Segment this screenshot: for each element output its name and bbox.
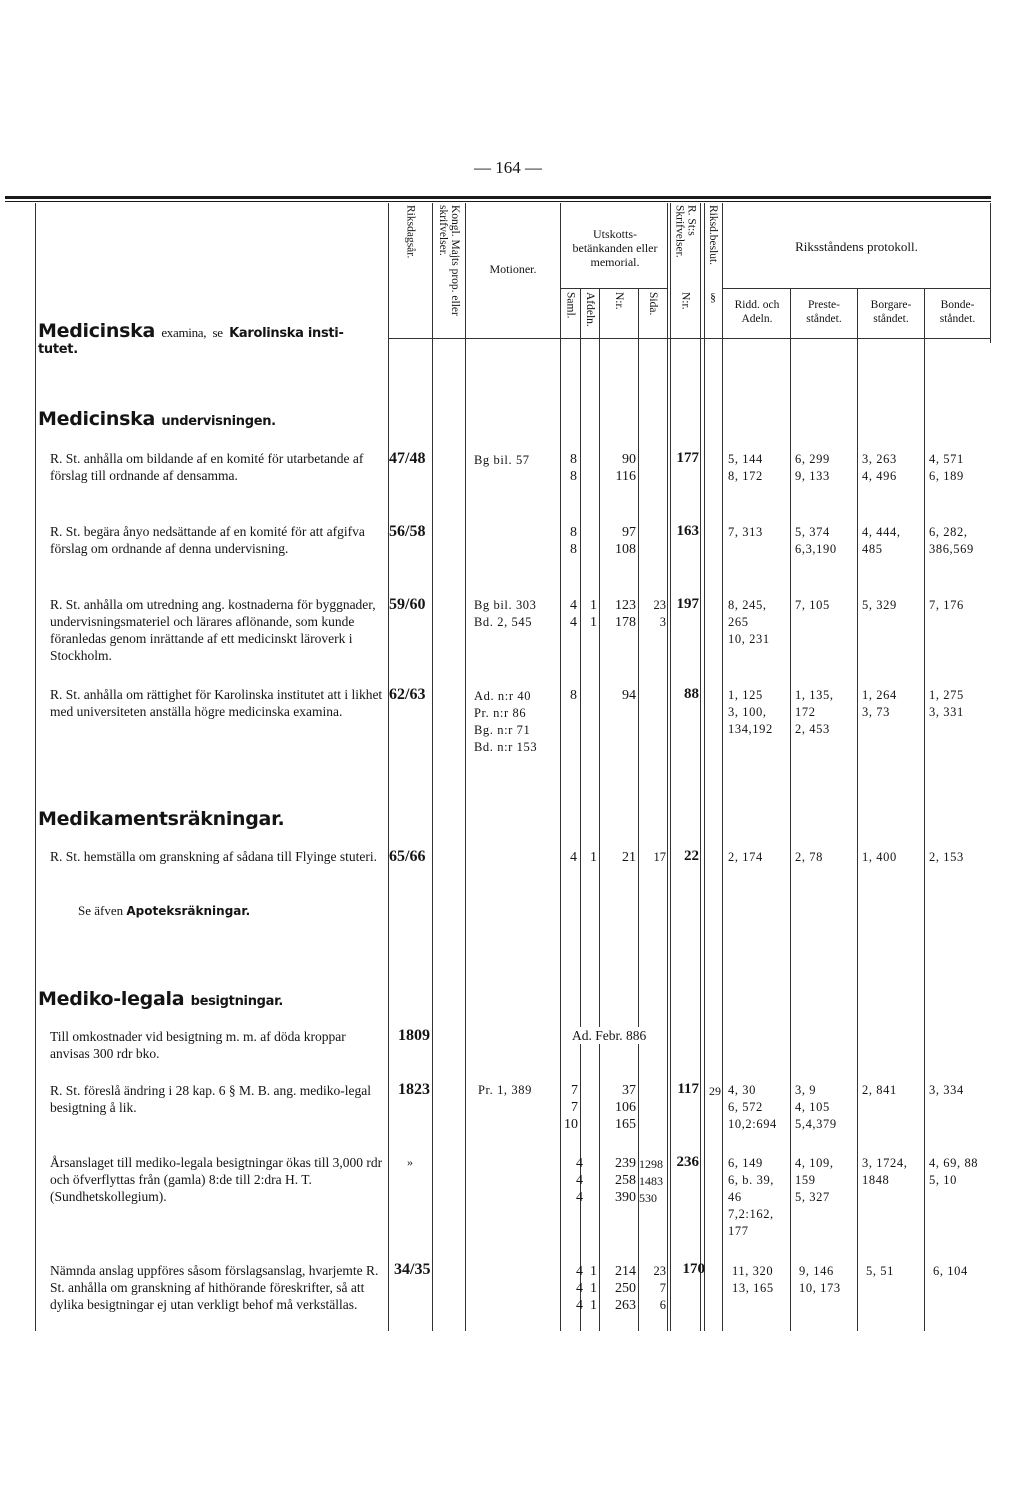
row-8-year: »: [407, 1155, 413, 1169]
row-9-borgare: 5, 51: [866, 1264, 894, 1278]
row-1-year: 47/48: [389, 450, 426, 467]
row-2-preste: 5, 374 6,3,190: [795, 525, 837, 556]
row-5-desc: R. St. hemställa om granskning af sådana till Flyinge stuteri.: [50, 849, 377, 864]
row-3-desc: R. St. anhålla om utredning ang. kostnaderna för byggnader, undervisningsmateriel och lärares aflönande, som kunde föranledas genom inrättande af ett medicinskt läroverk i Stockholm.: [50, 597, 376, 663]
row-9-afdeln: 1 1 1: [590, 1264, 597, 1313]
hdr-protokoll: Riksståndens protokoll.: [795, 239, 918, 254]
header-subline: [722, 288, 990, 289]
row-3-afdeln: 1 1: [590, 598, 597, 630]
row-5-bonde: 2, 153: [929, 850, 964, 864]
row-2-desc: R. St. begära ånyo nedsättande af en komité för att afgifva förslag om ordnande af denna undervisning.: [50, 524, 365, 556]
row-9-preste: 9, 146 10, 173: [799, 1264, 841, 1295]
row-1-desc: R. St. anhålla om bildande af en komité för utarbetande af förslag till ordnande af densamma.: [50, 451, 364, 483]
col-line: [704, 203, 705, 1331]
hdr-rst-box: [671, 205, 700, 285]
row-3-ridd: 8, 245, 265 10, 231: [728, 598, 770, 646]
row-8-bonde: 4, 69, 88 5, 10: [929, 1156, 979, 1187]
hdr-kongl: Kongl. Majts prop. eller skrifvelser.: [437, 205, 461, 316]
row-4-motion: Ad. n:r 40 Pr. n:r 86 Bg. n:r 71 Bd. n:r 153: [474, 689, 538, 754]
col-line: [924, 288, 925, 1331]
row-4-year: 62/63: [389, 686, 426, 703]
row-8-ridd: 6, 149 6, b. 39, 46 7,2:162, 177: [728, 1156, 775, 1238]
hdr-rst-skrifvelser: R. St:s Skrifvelser.: [673, 205, 698, 258]
hdr-sida: Sida.: [647, 292, 659, 316]
col-line: [388, 203, 389, 1331]
row-2-saml: 8 8: [570, 525, 577, 557]
see-also-label: Se äfven: [78, 903, 124, 918]
hdr-kongl-box: [433, 205, 465, 333]
section-examina-ref: Karolinska insti-: [229, 326, 344, 341]
row-9-nr: 214 250 263: [615, 1264, 636, 1313]
row-5-sida: 17: [653, 850, 666, 864]
row-7-ridd: 4, 30 6, 572 10,2:694: [728, 1083, 777, 1131]
row-7-bonde: 3, 334: [929, 1083, 964, 1097]
row-7-paragraph: 29: [709, 1084, 721, 1098]
col-line: [790, 288, 791, 1331]
hdr-paragraph-box: [704, 292, 722, 334]
row-5-rst: 22: [684, 848, 699, 864]
header-bottom-line: [388, 338, 990, 339]
row-3-saml: 4 4: [570, 598, 577, 630]
section-mediko: [38, 988, 283, 1010]
row-3-year: 59/60: [389, 596, 426, 613]
row-7-nr: 37 106 165: [615, 1083, 636, 1132]
page-number: — 164 —: [474, 158, 542, 177]
row-9-ridd: 11, 320 13, 165: [732, 1264, 774, 1295]
hdr-riksd-beslut-box: [704, 205, 722, 285]
hdr-nr-box: [600, 292, 638, 334]
row-8-sida: 1298 1483 530: [639, 1157, 663, 1205]
row-9-desc: Nämnda anslag uppföres såsom förslagsanslag, hvarjemte R. St. anhålla om granskning af hithörande föreskrifter, så att dylika besigtningar ej utan verkligt behof må verkställas.: [50, 1263, 379, 1312]
row-3-rst: 197: [676, 596, 699, 612]
row-8-nr: 239 258 390: [615, 1156, 636, 1205]
row-1-bonde: 4, 571 6, 189: [929, 452, 964, 483]
top-rule-thin: [5, 201, 991, 202]
hdr-rst-nr: N:r.: [679, 292, 692, 310]
row-1-motion: Bg bil. 57: [474, 453, 530, 467]
col-line: [560, 203, 561, 1331]
section-examina-rest: examina,: [161, 325, 207, 340]
row-9-rst: 170: [682, 1261, 705, 1277]
left-border: [35, 203, 36, 1331]
hdr-sida-box: [639, 292, 667, 334]
row-7-preste: 3, 9 4, 105 5,4,379: [795, 1083, 837, 1131]
hdr-borgare: Borgare-ståndet.: [870, 299, 912, 325]
row-7-desc: R. St. föreslå ändring i 28 kap. 6 § M. B. ang. mediko-legal besigtning å lik.: [50, 1083, 371, 1115]
row-8-saml: 4 4 4: [576, 1156, 583, 1205]
row-3-nr: 123 178: [615, 598, 636, 630]
hdr-afdeln: Afdeln.: [584, 292, 596, 327]
row-4-rst: 88: [684, 686, 699, 702]
row-2-borgare: 4, 444, 485: [862, 525, 901, 556]
row-2-bonde: 6, 282, 386,569: [929, 525, 974, 556]
row-3-motion: Bg bil. 303 Bd. 2, 545: [474, 598, 537, 629]
row-2-year: 56/58: [389, 523, 426, 540]
row-5-ridd: 2, 174: [728, 850, 763, 864]
row-5-year: 65/66: [389, 848, 426, 865]
row-2-ridd: 7, 313: [728, 525, 763, 539]
row-8-borgare: 3, 1724, 1848: [862, 1156, 908, 1187]
section-examina: [38, 320, 344, 342]
right-border: [990, 203, 991, 343]
row-5-preste: 2, 78: [795, 850, 823, 864]
row-4-bonde: 1, 275 3, 331: [929, 688, 964, 719]
row-7-rst: 117: [677, 1081, 699, 1097]
row-4-preste: 1, 135, 172 2, 453: [795, 688, 834, 736]
section-examina-title: Medicinska: [38, 320, 155, 342]
row-1-rst: 177: [676, 450, 699, 466]
row-2-rst: 163: [676, 523, 699, 539]
col-line: [667, 203, 668, 1331]
row-9-year: 34/35: [394, 1261, 431, 1278]
hdr-saml: Saml.: [564, 292, 577, 319]
hdr-ridd: Ridd. och Adeln.: [734, 299, 780, 325]
see-also-link[interactable]: Apoteksräkningar.: [126, 904, 251, 918]
section-examina-see: se: [212, 325, 223, 340]
row-4-saml: 8: [570, 688, 577, 703]
row-6-year: 1809: [398, 1027, 430, 1044]
row-2-nr: 97 108: [615, 525, 636, 557]
row-4-desc: R. St. anhålla om rättighet för Karolinska institutet att i likhet med universiteten anställa högre medicinska examina.: [50, 687, 383, 719]
hdr-utskotts: Utskotts-betänkanden eller memorial.: [572, 227, 658, 269]
row-5-saml: 4: [570, 850, 577, 865]
hdr-paragraph: §: [707, 292, 719, 304]
hdr-riksdagsar-box: [389, 205, 432, 333]
hdr-riksd-beslut: Riksd.beslut.: [707, 205, 719, 266]
row-1-ridd: 5, 144 8, 172: [728, 452, 763, 483]
row-5-afdeln: 1: [590, 850, 597, 865]
row-9-bonde: 6, 104: [933, 1264, 968, 1278]
hdr-nr: N:r.: [613, 292, 625, 310]
row-4-ridd: 1, 125 3, 100, 134,192: [728, 688, 773, 736]
section-undervisningen-title: Medicinska: [38, 408, 155, 430]
col-line: [722, 203, 723, 1331]
section-mediko-title: Mediko-legala: [38, 988, 185, 1010]
row-1-nr: 90 116: [615, 452, 636, 484]
hdr-bonde: Bonde-ståndet.: [939, 299, 976, 325]
row-1-borgare: 3, 263 4, 496: [862, 452, 897, 483]
hdr-saml-box: [561, 292, 580, 334]
header-subline: [560, 288, 667, 289]
row-8-preste: 4, 109, 159 5, 327: [795, 1156, 834, 1204]
row-7-year: 1823: [398, 1081, 430, 1098]
section-mediko-rest: besigtningar.: [190, 994, 284, 1009]
section-undervisningen: [38, 408, 276, 430]
row-5-borgare: 1, 400: [862, 850, 897, 864]
row-8-rst: 236: [676, 1154, 699, 1170]
see-also-note: [78, 903, 250, 919]
hdr-afdeln-box: [581, 292, 599, 334]
row-6-ad-febr: Ad. Febr. 886: [572, 1028, 647, 1043]
row-3-borgare: 5, 329: [862, 598, 897, 612]
hdr-rst-nr-box: [671, 292, 700, 334]
top-rule: [5, 196, 991, 199]
col-line: [465, 203, 466, 1331]
row-8-desc: Årsanslaget till mediko-legala besigtningar ökas till 3,000 rdr och öfverflyttas från (gamla) 8:de till 2:dra H. T. (Sundhetskollegium).: [50, 1155, 383, 1204]
col-line: [432, 203, 433, 1331]
row-7-borgare: 2, 841: [862, 1083, 897, 1097]
row-1-preste: 6, 299 9, 133: [795, 452, 830, 483]
section-medikament: Medikamentsräkningar.: [38, 808, 285, 830]
row-7-motion: Pr. 1, 389: [478, 1083, 532, 1097]
col-line: [700, 203, 701, 1331]
row-3-sida: 23 3: [653, 598, 666, 629]
row-1-saml: 8 8: [570, 452, 577, 484]
row-7-saml: 7 7 10: [564, 1083, 578, 1132]
section-undervisningen-rest: undervisningen.: [161, 414, 276, 429]
row-3-bonde: 7, 176: [929, 598, 964, 612]
row-9-sida: 23 7 6: [653, 1264, 666, 1312]
hdr-motioner: Motioner.: [489, 262, 537, 276]
row-4-nr: 94: [622, 688, 636, 703]
row-5-nr: 21: [622, 850, 636, 865]
section-examina-ref2: tutet.: [38, 342, 78, 357]
row-6-desc: Till omkostnader vid besigtning m. m. af döda kroppar anvisas 300 rdr bko.: [50, 1029, 346, 1061]
row-9-saml: 4 4 4: [576, 1264, 583, 1313]
row-3-preste: 7, 105: [795, 598, 830, 612]
hdr-preste: Preste-ståndet.: [806, 299, 842, 325]
col-line: [857, 288, 858, 1331]
row-4-borgare: 1, 264 3, 73: [862, 688, 897, 719]
hdr-riksdagsar: Riksdagsår.: [404, 205, 417, 259]
